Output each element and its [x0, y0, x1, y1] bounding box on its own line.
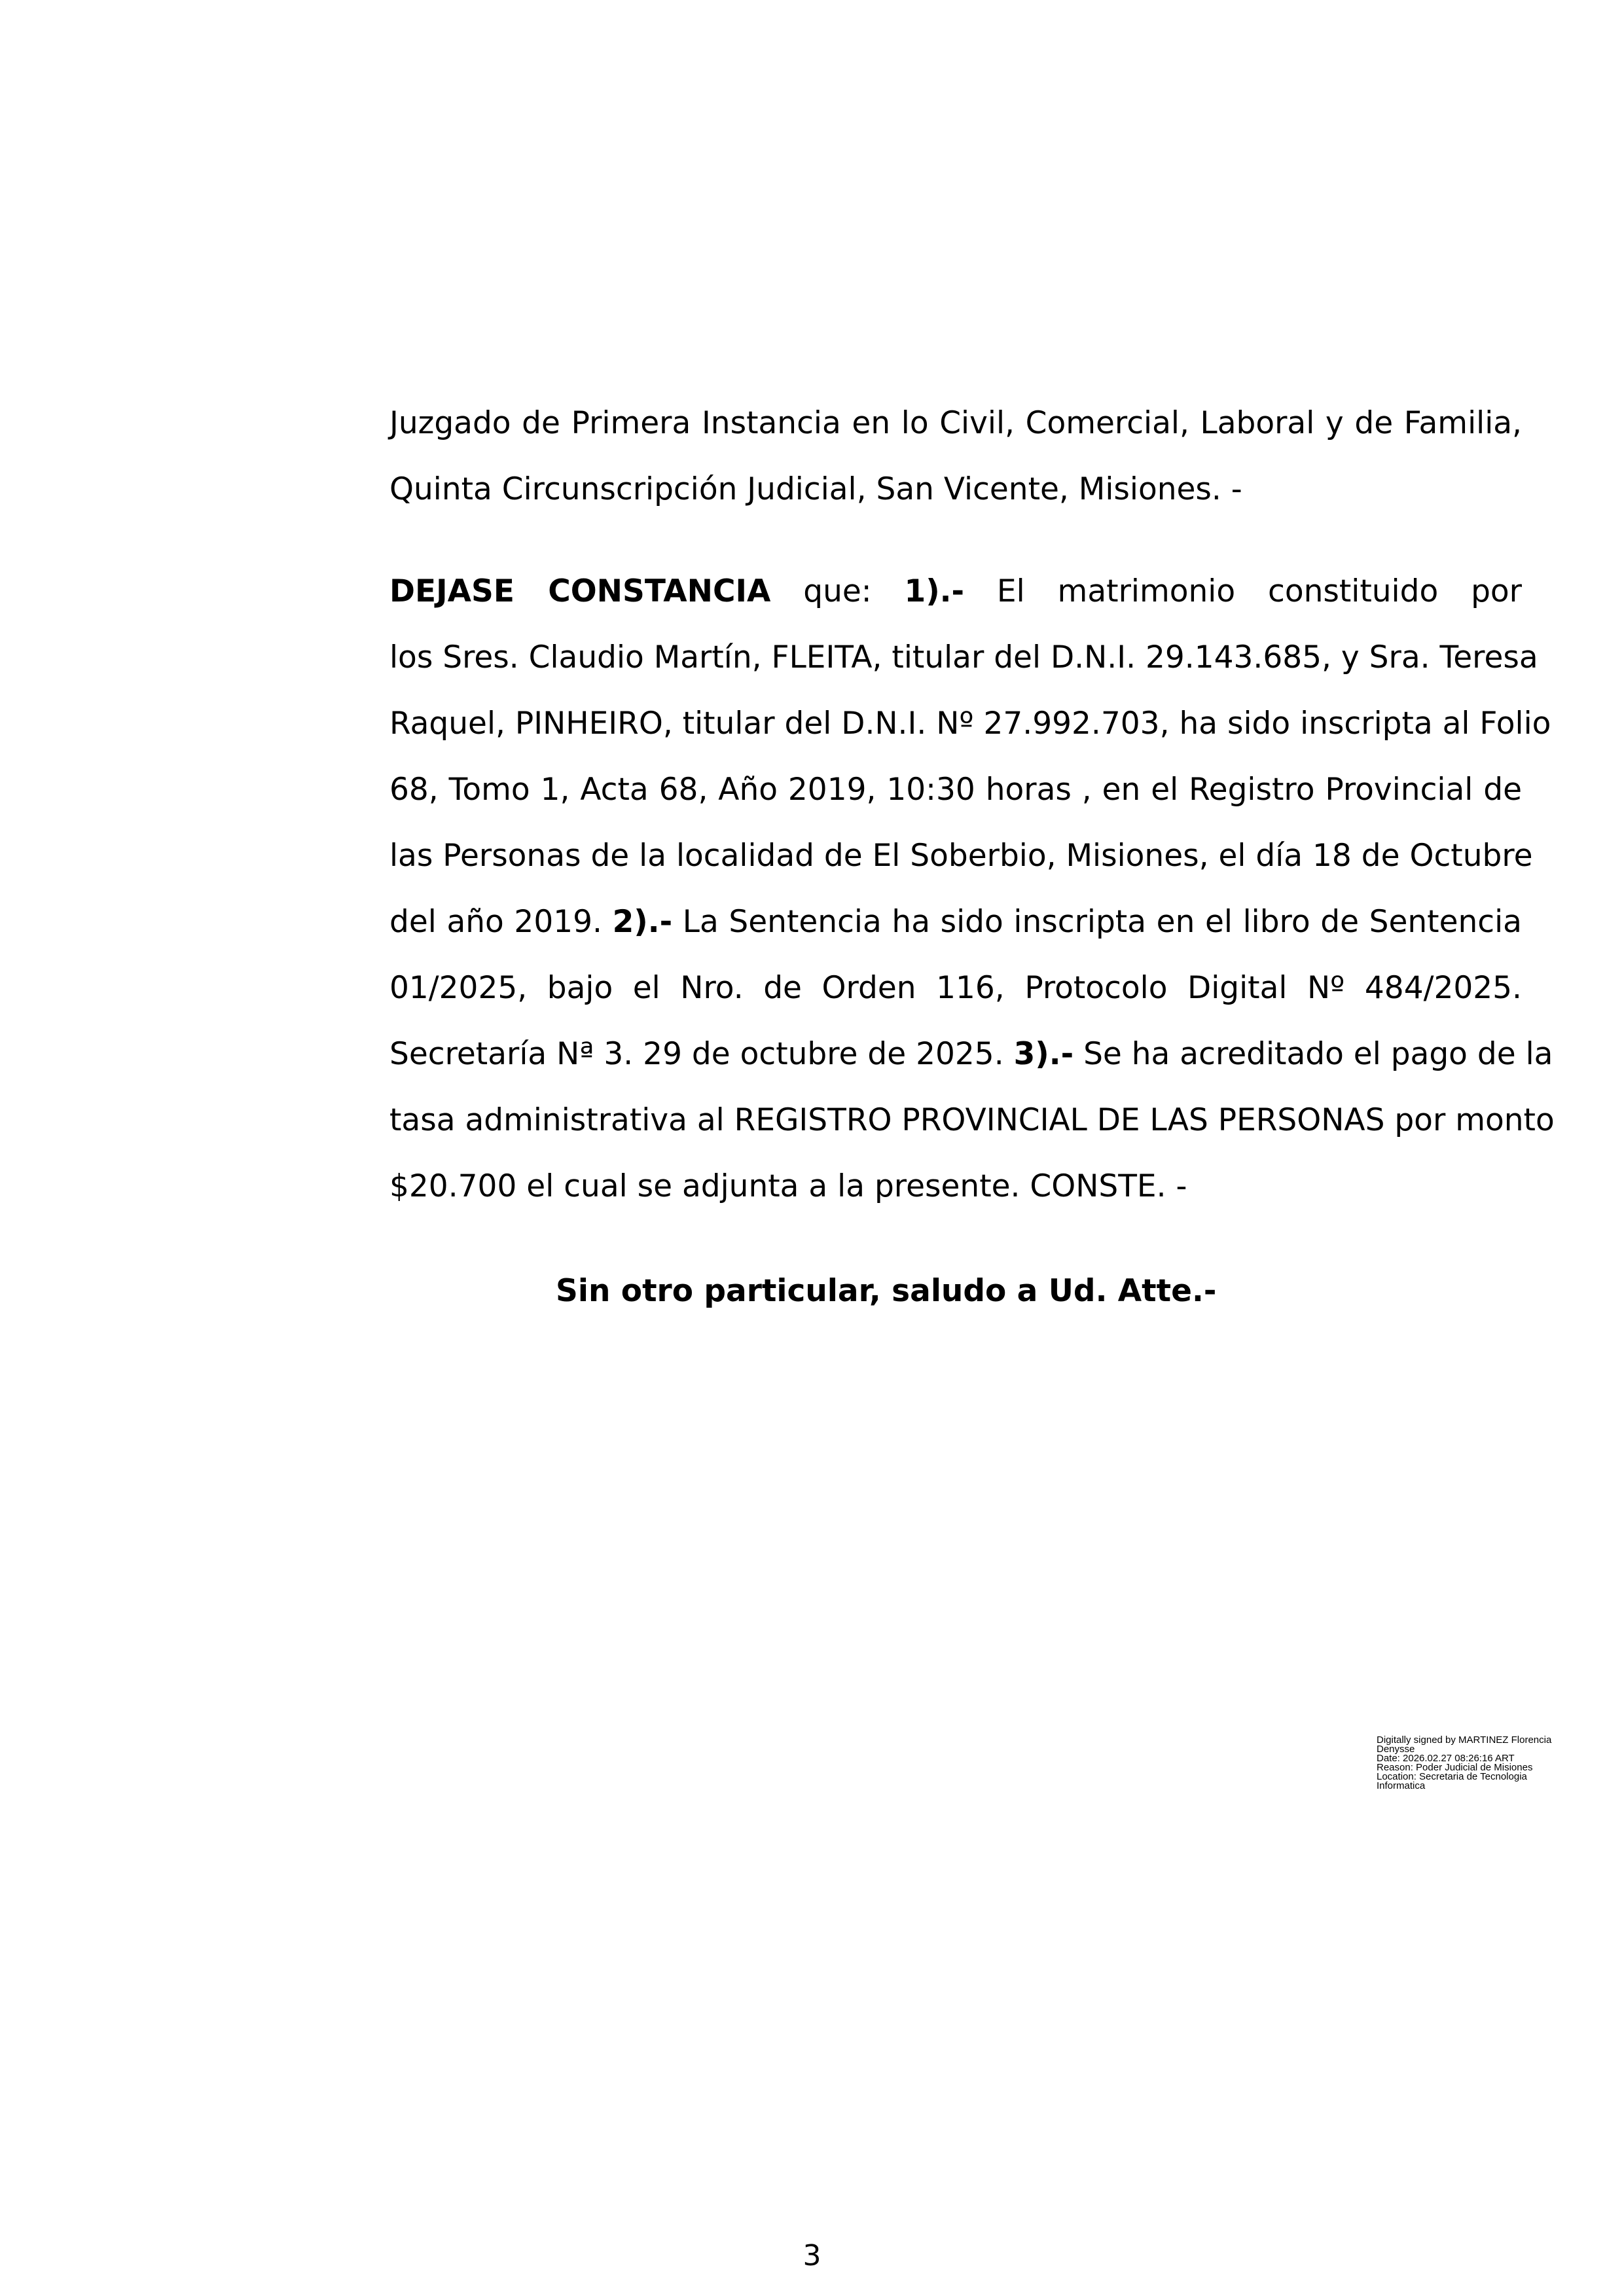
closing-salutation: Sin otro particular, saludo a Ud. Atte.-: [556, 1273, 1217, 1309]
body-line-6: del año 2019. 2).- La Sentencia ha sido inscripta en el libro de Sentencia: [389, 904, 1522, 940]
body-line-1: DEJASE CONSTANCIA que: 1).- El matrimonio constituido por: [389, 573, 1522, 609]
header-line-2: Quinta Circunscripción Judicial, San Vicente, Misiones. -: [389, 471, 1242, 507]
item-2-label: 2).-: [612, 904, 673, 940]
body-line-4: 68, Tomo 1, Acta 68, Año 2019, 10:30 horas , en el Registro Provincial de: [389, 772, 1522, 808]
signature-date: Date: 2026.02.27 08:26:16 ART: [1377, 1753, 1515, 1764]
header-line-1: Juzgado de Primera Instancia en lo Civil, Comercial, Laboral y de Familia,: [389, 405, 1522, 441]
court-header: [389, 390, 1522, 522]
body-line-10: $20.700 el cual se adjunta a la presente. CONSTE. -: [389, 1168, 1187, 1204]
body-line-3: Raquel, PINHEIRO, titular del D.N.I. Nº 27.992.703, ha sido inscripta al Folio: [389, 706, 1551, 742]
body-line-9: tasa administrativa al REGISTRO PROVINCIAL DE LAS PERSONAS por monto: [389, 1102, 1555, 1138]
signature-signed-by: Digitally signed by MARTINEZ Florencia: [1377, 1734, 1552, 1746]
body-line-2: los Sres. Claudio Martín, FLEITA, titular del D.N.I. 29.143.685, y Sra. Teresa: [389, 639, 1538, 675]
signature-location: Location: Secretaria de Tecnologia: [1377, 1771, 1527, 1782]
digital-signature-stamp: [1377, 1736, 1586, 1791]
page-number: 3: [803, 2239, 821, 2272]
constancia-paragraph: [389, 558, 1555, 1219]
item-3-label: 3).-: [1013, 1036, 1074, 1072]
body-line-5: las Personas de la localidad de El Soberbio, Misiones, el día 18 de Octubre: [389, 838, 1533, 874]
body-line-7: 01/2025, bajo el Nro. de Orden 116, Protocolo Digital Nº 484/2025.: [389, 970, 1522, 1006]
signature-location-cont: Informatica: [1377, 1780, 1426, 1791]
dejase-constancia-label: DEJASE CONSTANCIA: [389, 573, 771, 609]
item-1-label: 1).-: [904, 573, 965, 609]
signature-signed-by-cont: Denysse: [1377, 1744, 1415, 1755]
signature-reason: Reason: Poder Judicial de Misiones: [1377, 1762, 1533, 1773]
body-line-8: Secretaría Nª 3. 29 de octubre de 2025. 3).- Se ha acreditado el pago de la: [389, 1036, 1553, 1072]
